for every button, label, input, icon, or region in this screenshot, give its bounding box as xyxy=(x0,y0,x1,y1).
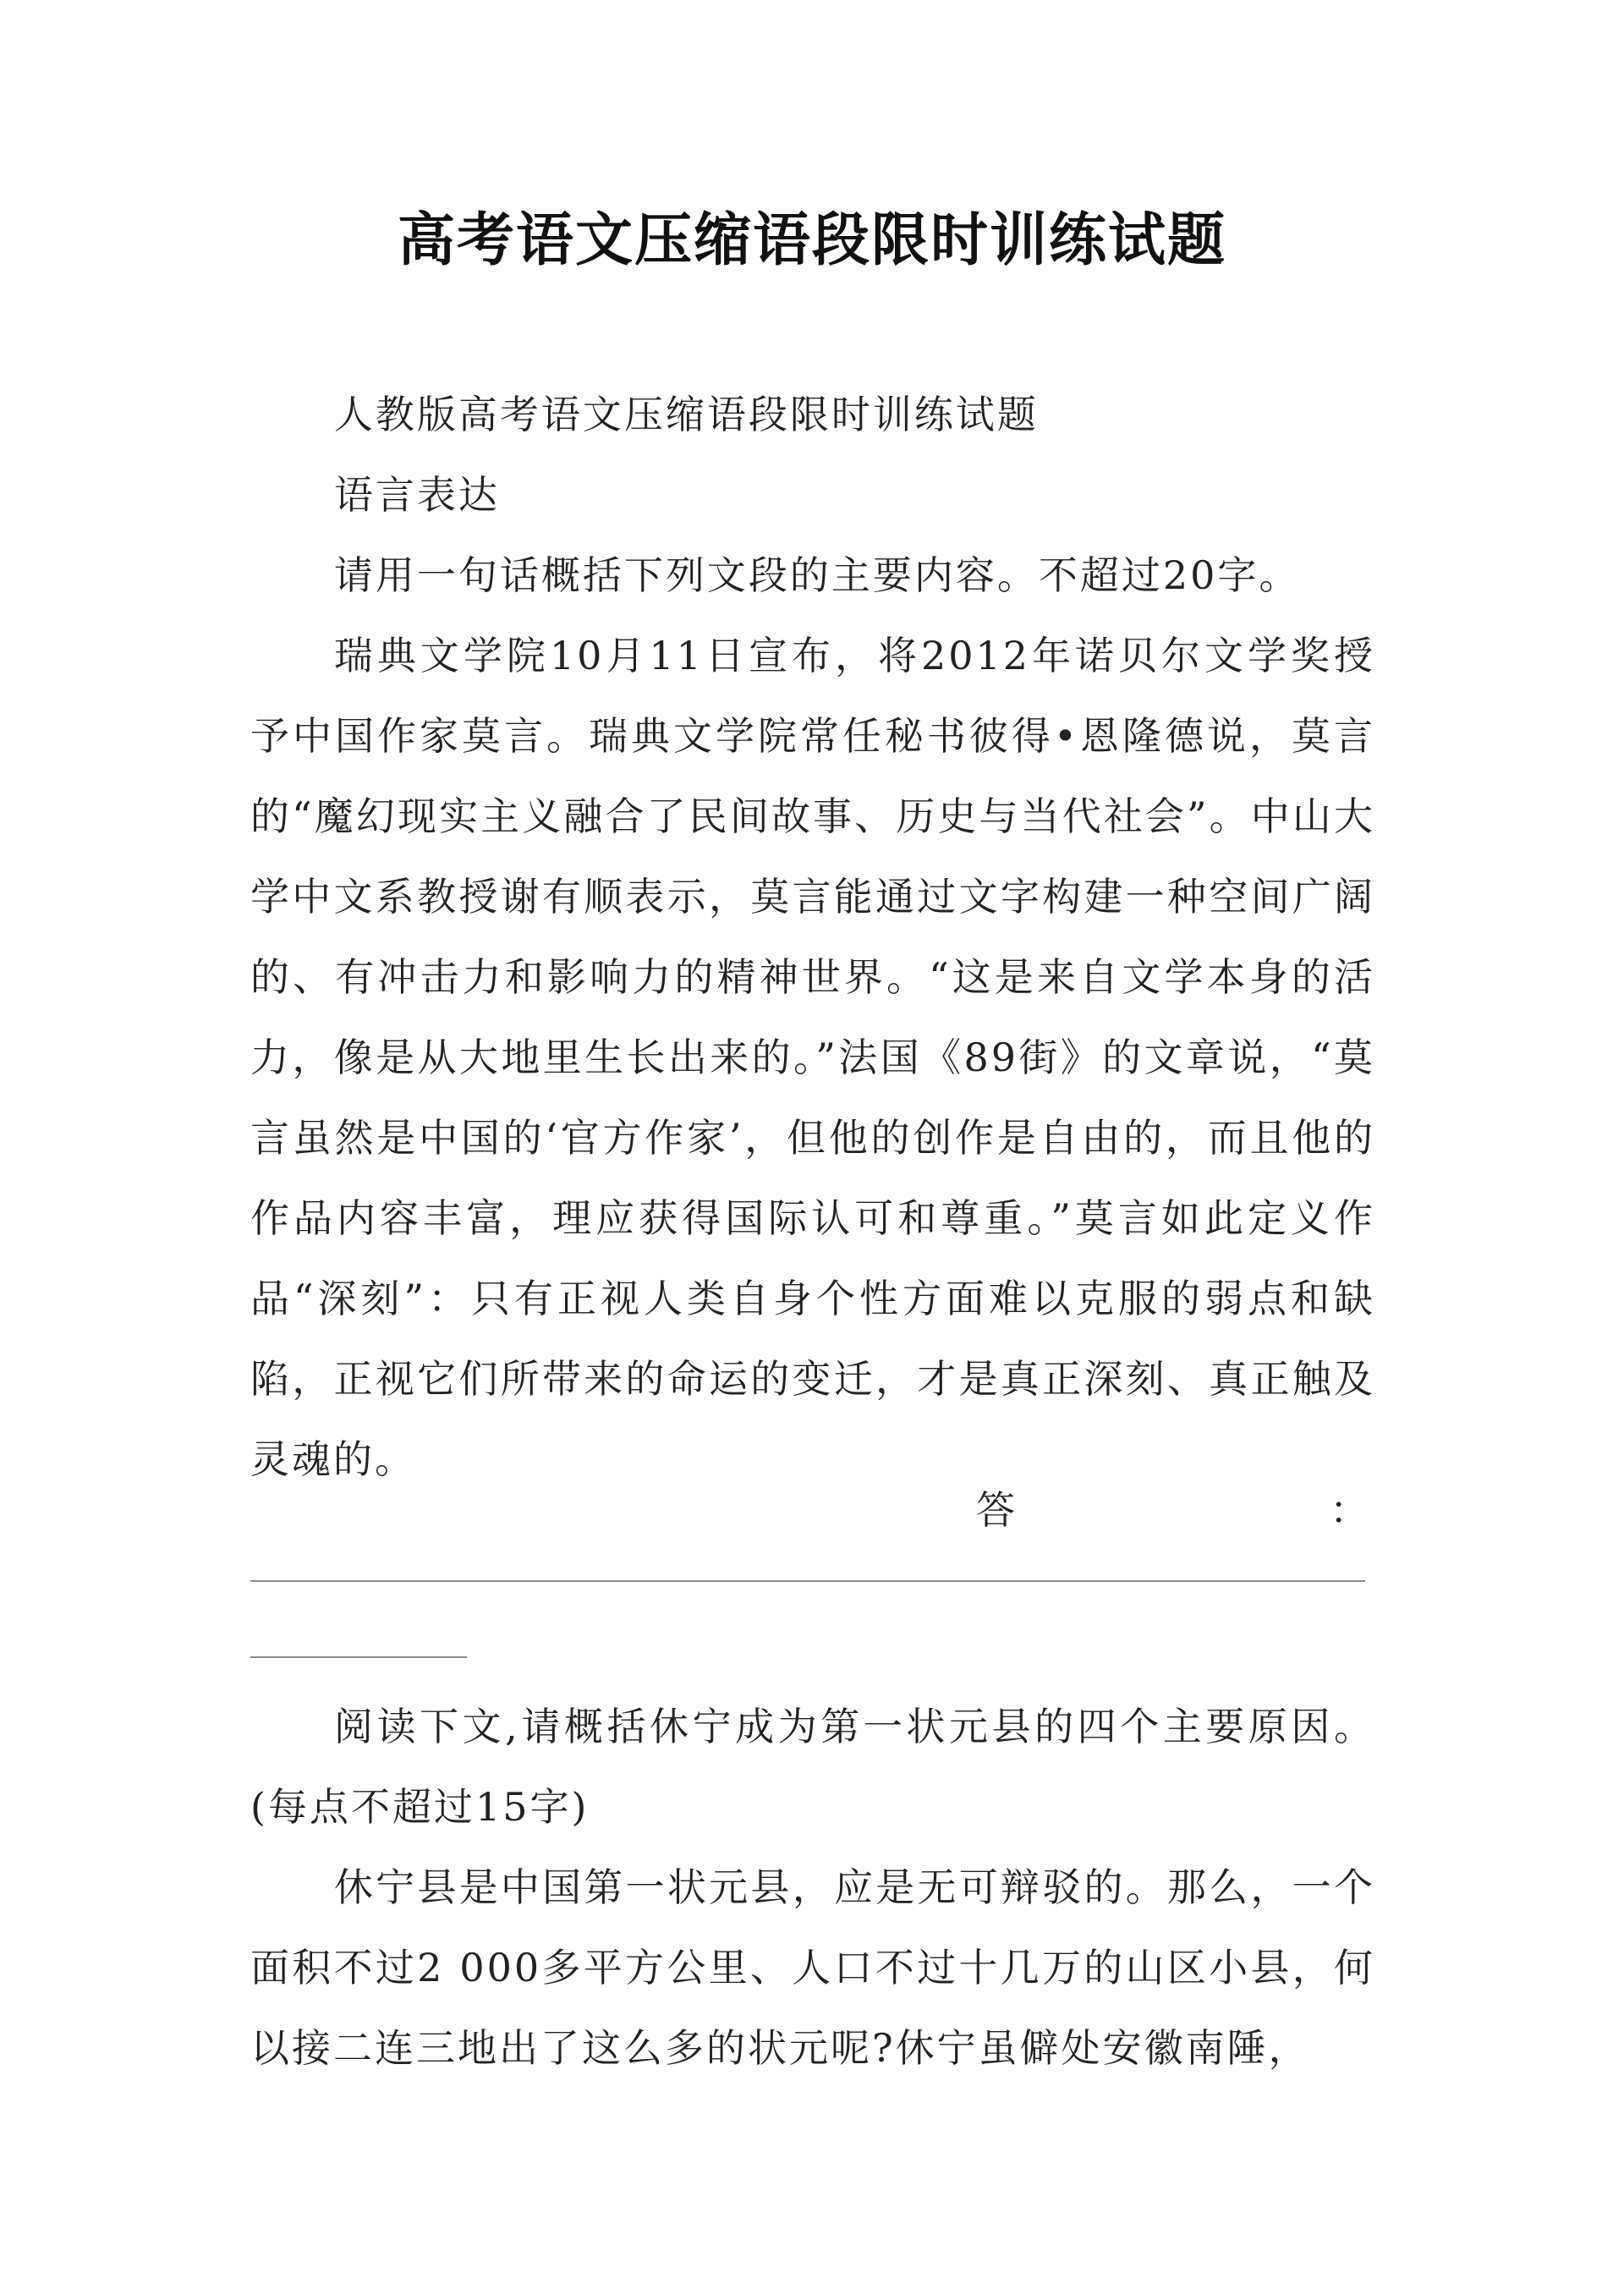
section-heading: 语言表达 xyxy=(333,472,500,518)
reading-passage: 瑞典文学院10月11日宣布，将2012年诺贝尔文学奖授予中国作家莫言。瑞典文学院常任秘书彼得•恩隆德说，莫言的“魔幻现实主义融合了民间故事、历史与当代社会”。中山大学中文系教授谢有顺表示，莫言能通过文字构建一种空间广阔的、有冲击力和影响力的精神世界。“这是来自文学本身的活力，像是从大地里生长出来的。”法国《89街》的文章说，“莫言虽然是中国的‘官方作家’，但他的创作是自由的，而且他的作品内容丰富，理应获得国际认可和尊重。”莫言如此定义作品“深刻”：只有正视人类自身个性方面难以克服的弱点和缺陷，正视它们所带来的命运的变迁，才是真正深刻、真正触及灵魂的。 xyxy=(250,633,1375,1482)
document-title: 高考语文压缩语段限时训练试题 xyxy=(397,207,1226,274)
question-section-2 xyxy=(250,1687,1375,2089)
answer-blank-line-short xyxy=(250,1656,467,1658)
question-section-1 xyxy=(250,375,1375,1500)
answer-colon: ： xyxy=(1330,1487,1369,1533)
answer-blank-line xyxy=(250,1580,1365,1582)
answer-row xyxy=(250,1470,1375,1551)
question-instruction-2: 阅读下文,请概括休宁成为第一状元县的四个主要原因。(每点不超过15字) xyxy=(250,1704,1375,1830)
subtitle-paragraph: 人教版高考语文压缩语段限时训练试题 xyxy=(333,392,1039,437)
reading-passage-2: 休宁县是中国第一状元县，应是无可辩驳的。那么，一个面积不过2 000多平方公里、人口不过十几万的山区小县，何以接二连三地出了这么多的状元呢?休宁虽僻处安徽南陲， xyxy=(250,1864,1375,2071)
question-instruction: 请用一句话概括下列文段的主要内容。不超过20字。 xyxy=(333,552,1301,598)
answer-label: 答 xyxy=(976,1487,1015,1533)
